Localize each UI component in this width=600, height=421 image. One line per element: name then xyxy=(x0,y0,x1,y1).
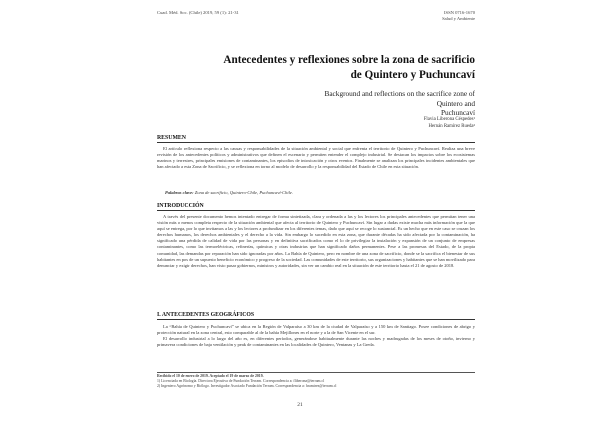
article-title xyxy=(190,53,475,83)
article-subtitle xyxy=(300,89,475,118)
title-line-2: de Quintero y Puchuncaví xyxy=(350,69,475,81)
author-2: Hernán Ramírez Rueda² xyxy=(428,123,475,129)
introduccion-paragraph: A través del presente documento hemos intentado entregar de forma sintetizada, clara y ordenada a las y los lectores los principales antecedentes que permitan tener una visión más o menos completa respecto de la situación ambiental que afecta al territorio de Quintero y Puchuncaví. Sin lugar a dudas existe mucha más información que la que aquí se entrega, por lo que invitamos a las y los lectores a profundizar en los diferentes temas, dado que aquí se recoge lo sustancial. Es un hecho que en este caso se cruzan los derechos humanos, los derechos ambientales y el derecho a la vida. Sin embargo lo sucedido en esta zona, que durante décadas ha sido afectada por la contaminación, ha significado una pérdida de calidad de vida por las personas y en definitiva sacrificados como el lo de privilegiar la instalación y expansión de un conjunto de empresas contaminantes, como las termoeléctricas, refinerías, químicas y otras industrias que han significado daños permanentes. Pese a las promesas del Estado, de la propia comunidad, las demandas por reparación han sido ignoradas por años. La Bahía de Quintero, pero en nombre de una zona de sacrificio, donde se la sacrifica el bienestar de sus habitantes en pos de un supuesto beneficio económico y progreso de la sociedad. Las comunidades de este territorio, sus organizaciones y habitantes que se han movilizado para denunciar y exigir derechos, han visto pasar gobiernos, ministros y autoridades, sin ver un cambio real en la situación de este territorio hasta el 21 de agosto de 2018. xyxy=(157,214,475,268)
footnotes xyxy=(157,374,475,389)
resumen-heading: RESUMEN xyxy=(157,135,475,143)
antecedentes-paragraph-2: El desarrollo industrial a lo largo del año es, en diferentes períodos, generándose habitualmente durante las noches y madrugadas de los meses de otoño, invierno y primavera condiciones de baja ventilación y peak de contaminantes en las localidades de Quintero, Ventanas y La Greda. xyxy=(157,336,475,348)
journal-citation: Cuad. Méd. Soc. (Chile) 2019, 59 (1): 21-31 xyxy=(157,10,239,15)
resumen-paragraph: El artículo reflexiona respecto a las causas y responsabilidades de la situación ambiental y social que enfrenta el territorio de Quintero y Puchuncaví. Realiza una breve revisión de los antecedentes políticos y administrativos que definen el escenario y permiten entender el complejo industrial. Se destacan los impactos sobre los ecosistemas marinos y terrestres, principales emisiones de contaminantes, los episodios de intoxicación y otros eventos. Finalmente se analizan los principales incidentes ambientales que han afectado a esta Zona de Sacrificio, y se reflexiona en torno al modelo de desarrollo y la responsabilidad del Estado de Chile en esta situación. xyxy=(157,146,475,170)
antecedentes-paragraph-1: La “Bahía de Quintero y Puchuncaví” se ubica en la Región de Valparaíso a 30 km de la ciudad de Valparaíso y a 150 km de Santiago. Posee condiciones de abrigo y protección natural en la zona central, esto comparable al de la bahía Mejillones en el norte y a la de San Vicente en el sur. xyxy=(157,324,475,336)
footnote-divider xyxy=(157,372,475,373)
antecedentes-text xyxy=(157,324,475,348)
subtitle-line-2: Puchuncaví xyxy=(440,108,475,117)
antecedentes-heading: I. ANTECEDENTES GEOGRÁFICOS xyxy=(157,312,475,320)
introduccion-heading: INTRODUCCIÓN xyxy=(157,203,475,211)
received-dates: Recibido el 10 de enero de 2019. Aceptado el 19 de marzo de 2019. xyxy=(157,374,264,378)
keywords xyxy=(165,190,293,195)
section-label: Salud y Ambiente xyxy=(442,15,475,21)
keywords-list: Zona de sacrificio, Quintero-Chile, Puchuncaví-Chile. xyxy=(194,190,293,195)
introduccion-text xyxy=(157,214,475,306)
footnote-2: 2) Ingeniero Agrónomo y Biólogo. Investigador Asociado Fundación Terram. Correspondencia a: hramirez@terram.cl xyxy=(157,384,337,388)
title-line-1: Antecedentes y reflexiones sobre la zona de sacrificio xyxy=(223,54,475,66)
resumen-text xyxy=(157,146,475,170)
subtitle-line-1: Background and reflections on the sacrifice zone of Quintero and xyxy=(324,89,475,108)
journal-section xyxy=(442,10,475,21)
issn-line: ISSN 0716-1670 xyxy=(443,10,475,15)
keywords-label: Palabras clave: xyxy=(165,190,194,195)
page-number: 21 xyxy=(297,402,303,408)
author-list xyxy=(424,117,475,130)
footnote-1: 1) Licenciada en Biología. Directora Ejecutiva de Fundación Terram. Correspondencia a: fliberona@terram.cl xyxy=(157,379,325,383)
author-1: Flavia Liberona Céspedes¹ xyxy=(423,117,475,122)
